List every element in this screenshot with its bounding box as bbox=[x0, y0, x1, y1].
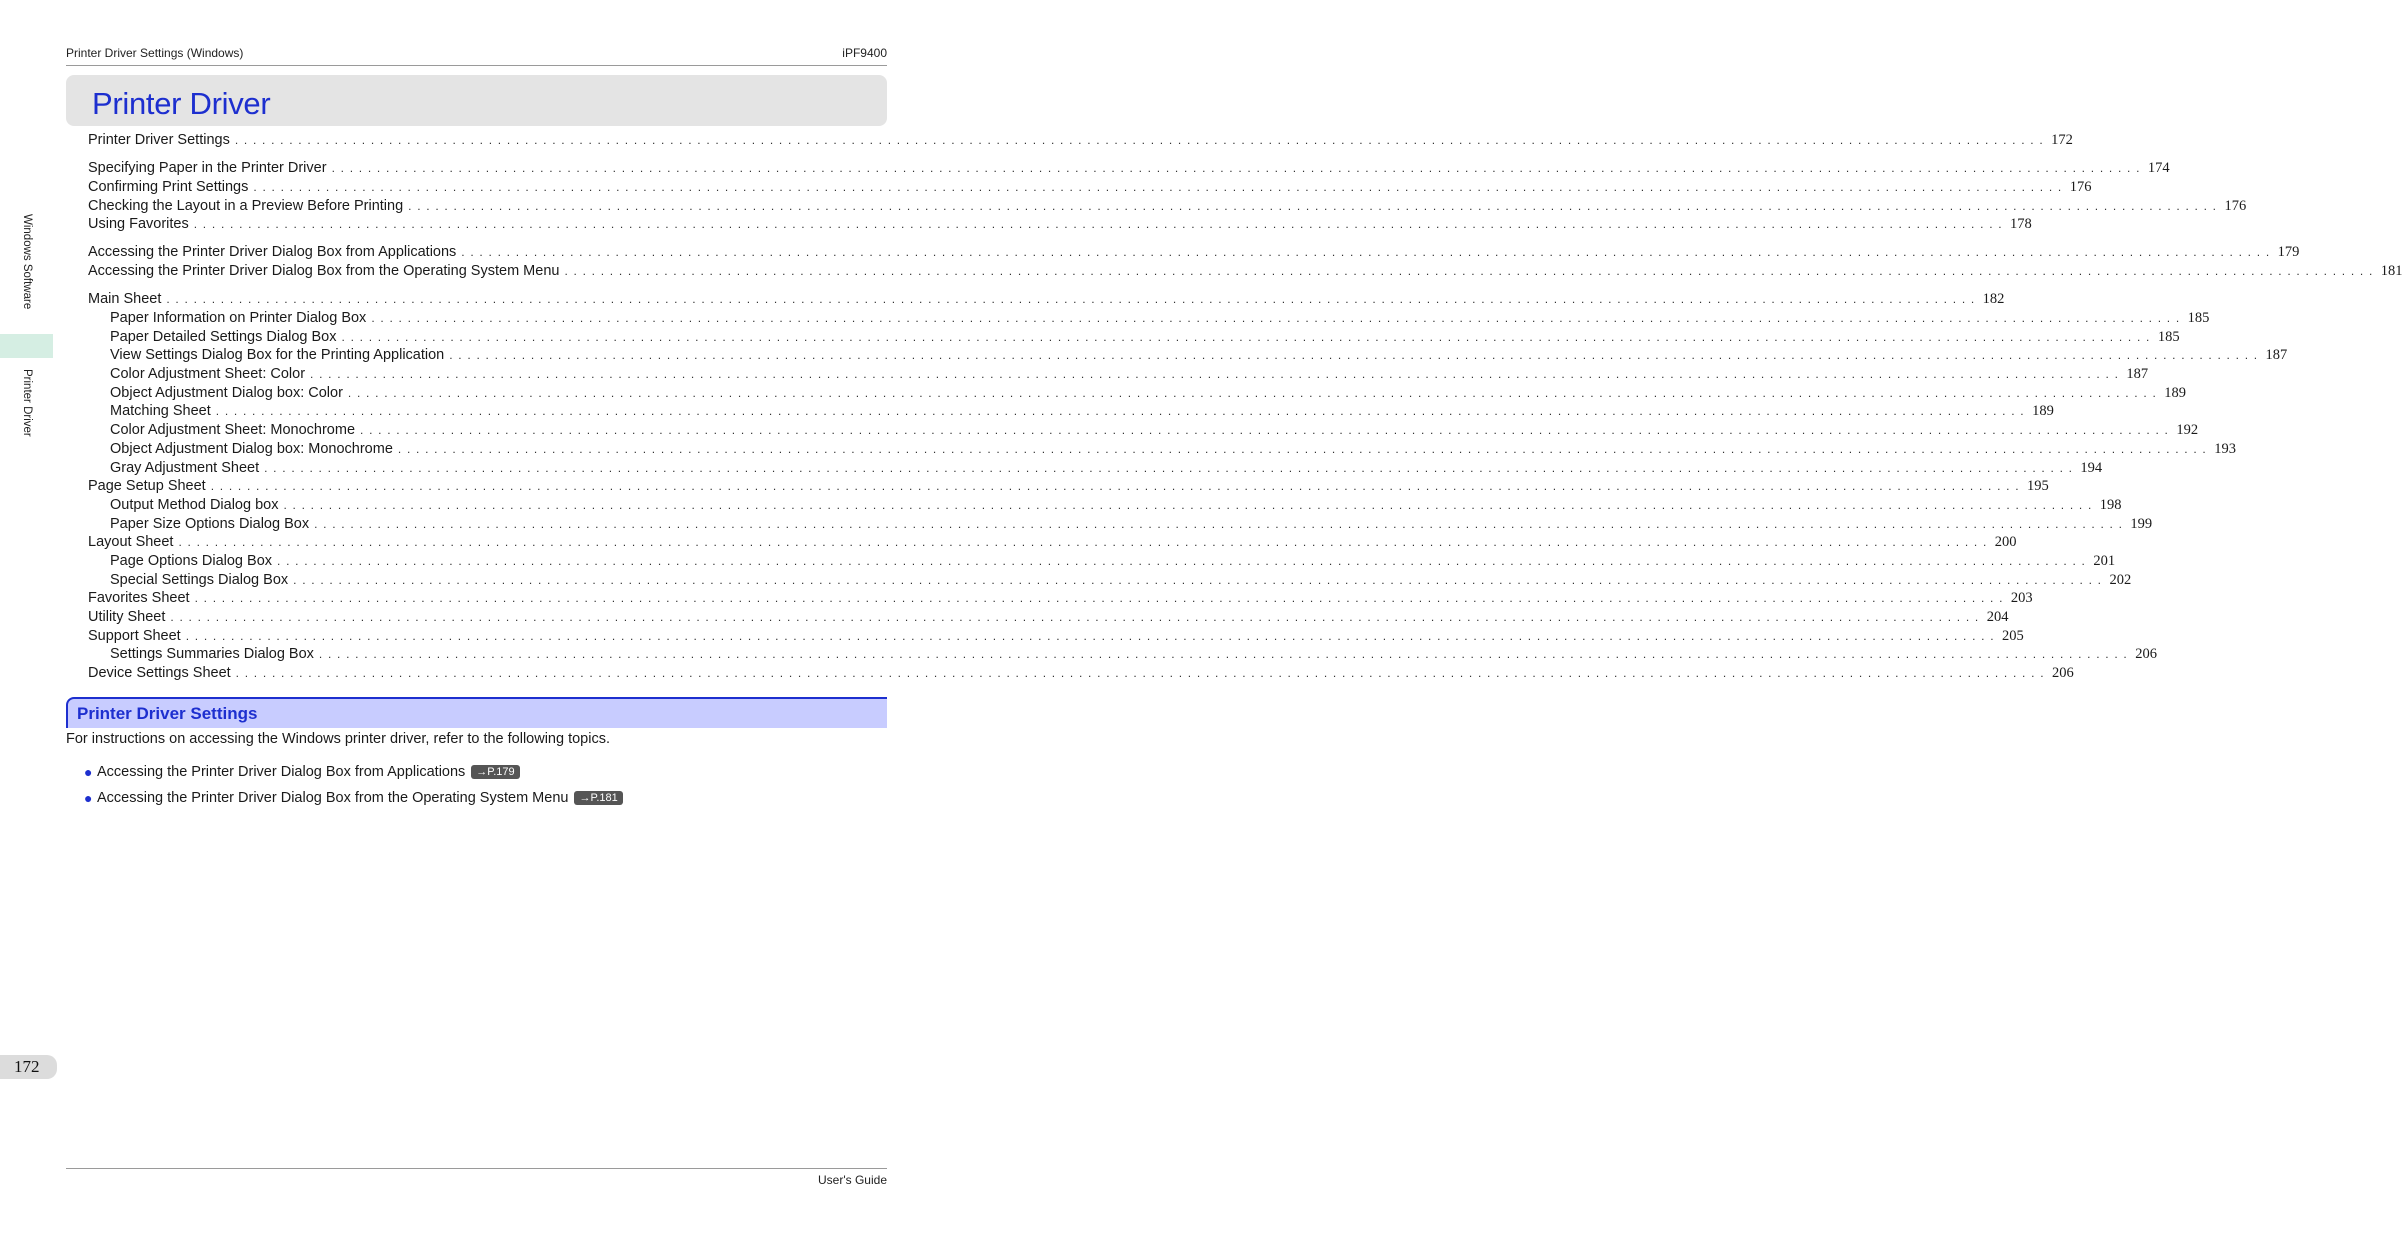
toc-entry-page: 185 bbox=[2187, 310, 2210, 326]
toc-entry-title: Paper Size Options Dialog Box bbox=[110, 515, 310, 532]
toc-entry-page: 176 bbox=[2224, 197, 2247, 214]
toc-entry-title: Color Adjustment Sheet: Monochrome bbox=[110, 422, 356, 439]
toc-leader-dots: . . . . . . . . . . . . . . . . . . . . . . . . . . . . . . . . . . . . . . . . . . . . . . . . . . . . . . . . . . . . . . . . . . . . . . . . . . . . . . . . . . . . . . . . . . . . . . . . . . . . . . . . . . . . . . . . . . . . . . . . . . . . . . . . . . . . . . . . . . . . . . . . . . . . . . . . . . . . . . . . . . . . . . . . . . . . . . . . . . . . . . . . . . . . . . . . . . . . . . . . bbox=[210, 479, 2020, 494]
section-title: Printer Driver Settings bbox=[77, 704, 258, 723]
toc-entry-title: Device Settings Sheet bbox=[88, 665, 231, 682]
toc-leader-dots: . . . . . . . . . . . . . . . . . . . . . . . . . . . . . . . . . . . . . . . . . . . . . . . . . . . . . . . . . . . . . . . . . . . . . . . . . . . . . . . . . . . . . . . . . . . . . . . . . . . . . . . . . . . . . . . . . . . . . . . . . . . . . . . . . . . . . . . . . . . . . . . . . . . . . . . . . . . . . . . . . . . . . . . . . . . . . . . . . . . . . . . . . . . . . . . . . . . . . . . . bbox=[277, 553, 2087, 568]
topic-item bbox=[84, 759, 623, 785]
sidebar-tab-windows-software[interactable]: Windows Software bbox=[21, 214, 33, 310]
toc-entry[interactable] bbox=[88, 552, 2116, 571]
toc-entry-page: 198 bbox=[2099, 496, 2122, 513]
toc-entry-title: Accessing the Printer Driver Dialog Box from the Operating System Menu bbox=[88, 263, 560, 280]
toc-entry-page: 202 bbox=[2109, 571, 2132, 588]
running-header-left: Printer Driver Settings (Windows) bbox=[66, 46, 244, 60]
toc-entry[interactable] bbox=[88, 131, 2073, 150]
toc-entry-page: 193 bbox=[2214, 440, 2236, 457]
topic-text: Accessing the Printer Driver Dialog Box from the Operating System Menu bbox=[97, 790, 569, 806]
toc-leader-dots: . . . . . . . . . . . . . . . . . . . . . . . . . . . . . . . . . . . . . . . . . . . . . . . . . . . . . . . . . . . . . . . . . . . . . . . . . . . . . . . . . . . . . . . . . . . . . . . . . . . . . . . . . . . . . . . . . . . . . . . . . . . . . . . . . . . . . . . . . . . . . . . . . . . . . . . . . . . . . . . . . . . . . . . . . . . . . . . . . . . . . . . . . . . . . . . . . . . . . . . . bbox=[166, 292, 1976, 307]
toc-leader-dots: . . . . . . . . . . . . . . . . . . . . . . . . . . . . . . . . . . . . . . . . . . . . . . . . . . . . . . . . . . . . . . . . . . . . . . . . . . . . . . . . . . . . . . . . . . . . . . . . . . . . . . . . . . . . . . . . . . . . . . . . . . . . . . . . . . . . . . . . . . . . . . . . . . . . . . . . . . . . . . . . . . . . . . . . . . . . . . . . . . . . . . . . . . . . . . . . . . . . . . . . bbox=[264, 460, 2074, 475]
page-reference-link[interactable]: →P.179 bbox=[471, 765, 519, 779]
chapter-title-box bbox=[66, 75, 887, 126]
toc-leader-dots: . . . . . . . . . . . . . . . . . . . . . . . . . . . . . . . . . . . . . . . . . . . . . . . . . . . . . . . . . . . . . . . . . . . . . . . . . . . . . . . . . . . . . . . . . . . . . . . . . . . . . . . . . . . . . . . . . . . . . . . . . . . . . . . . . . . . . . . . . . . . . . . . . . . . . . . . . . . . . . . . . . . . . . . . . . . . . . . . . . . . . . . . . . . . . . . . . . . . . . . . bbox=[194, 591, 2004, 606]
page-number: 172 bbox=[14, 1057, 40, 1076]
toc-entry-title: Paper Detailed Settings Dialog Box bbox=[110, 328, 337, 345]
section-heading-box bbox=[66, 697, 887, 728]
toc-entry-title: Confirming Print Settings bbox=[88, 178, 249, 195]
toc-leader-dots: . . . . . . . . . . . . . . . . . . . . . . . . . . . . . . . . . . . . . . . . . . . . . . . . . . . . . . . . . . . . . . . . . . . . . . . . . . . . . . . . . . . . . . . . . . . . . . . . . . . . . . . . . . . . . . . . . . . . . . . . . . . . . . . . . . . . . . . . . . . . . . . . . . . . . . . . . . . . . . . . . . . . . . . . . . . . . . . . . . . . . . . . . . . . . . . . . . . . . . . . bbox=[293, 572, 2103, 587]
toc-entry-page: 176 bbox=[2069, 178, 2092, 195]
toc-entry-title: Checking the Layout in a Preview Before Printing bbox=[88, 197, 404, 214]
toc-entry[interactable] bbox=[88, 197, 2247, 216]
toc-leader-dots: . . . . . . . . . . . . . . . . . . . . . . . . . . . . . . . . . . . . . . . . . . . . . . . . . . . . . . . . . . . . . . . . . . . . . . . . . . . . . . . . . . . . . . . . . . . . . . . . . . . . . . . . . . . . . . . . . . . . . . . . . . . . . . . . . . . . . . . . . . . . . . . . . . . . . . . . . . . . . . . . . . . . . . . . . . . . . . . . . . . . . . . . . . . . . . . . . . . . . . . . bbox=[347, 385, 2157, 400]
toc-entry[interactable] bbox=[88, 290, 2005, 309]
toc-entry[interactable] bbox=[88, 664, 2074, 683]
toc-entry-title: Layout Sheet bbox=[88, 534, 174, 551]
toc-entry[interactable] bbox=[88, 384, 2186, 403]
toc-entry-page: 181 bbox=[2380, 263, 2403, 280]
section-intro: For instructions on accessing the Windows printer driver, refer to the following topics. bbox=[66, 731, 610, 747]
toc-entry-title: Color Adjustment Sheet: Color bbox=[110, 366, 306, 383]
toc-entry[interactable] bbox=[88, 608, 2009, 627]
toc-entry[interactable] bbox=[88, 571, 2132, 590]
toc-leader-dots: . . . . . . . . . . . . . . . . . . . . . . . . . . . . . . . . . . . . . . . . . . . . . . . . . . . . . . . . . . . . . . . . . . . . . . . . . . . . . . . . . . . . . . . . . . . . . . . . . . . . . . . . . . . . . . . . . . . . . . . . . . . . . . . . . . . . . . . . . . . . . . . . . . . . . . . . . . . . . . . . . . . . . . . . . . . . . . . . . . . . . . . . . . . . . . . . . . . . . . . . bbox=[234, 133, 2044, 147]
toc-leader-dots: . . . . . . . . . . . . . . . . . . . . . . . . . . . . . . . . . . . . . . . . . . . . . . . . . . . . . . . . . . . . . . . . . . . . . . . . . . . . . . . . . . . . . . . . . . . . . . . . . . . . . . . . . . . . . . . . . . . . . . . . . . . . . . . . . . . . . . . . . . . . . . . . . . . . . . . . . . . . . . . . . . . . . . . . . . . . . . . . . . . . . . . . . . . . . . . . . . . . . . . . bbox=[314, 516, 2124, 531]
toc-entry-page: 179 bbox=[2277, 244, 2300, 261]
topic-item bbox=[84, 785, 623, 811]
toc-leader-dots: . . . . . . . . . . . . . . . . . . . . . . . . . . . . . . . . . . . . . . . . . . . . . . . . . . . . . . . . . . . . . . . . . . . . . . . . . . . . . . . . . . . . . . . . . . . . . . . . . . . . . . . . . . . . . . . . . . . . . . . . . . . . . . . . . . . . . . . . . . . . . . . . . . . . . . . . . . . . . . . . . . . . . . . . . . . . . . . . . . . . . . . . . . . . . . . . . . . . . . . . bbox=[235, 666, 2045, 681]
toc-entry[interactable] bbox=[88, 589, 2033, 608]
toc-leader-dots: . . . . . . . . . . . . . . . . . . . . . . . . . . . . . . . . . . . . . . . . . . . . . . . . . . . . . . . . . . . . . . . . . . . . . . . . . . . . . . . . . . . . . . . . . . . . . . . . . . . . . . . . . . . . . . . . . . . . . . . . . . . . . . . . . . . . . . . . . . . . . . . . . . . . . . . . . . . . . . . . . . . . . . . . . . . . . . . . . . . . . . . . . . . . . . . . . . . . . . . . bbox=[408, 198, 2218, 213]
running-footer-right: User's Guide bbox=[818, 1173, 887, 1187]
toc-entry-title: Object Adjustment Dialog box: Color bbox=[110, 384, 343, 401]
toc-entry-page: 172 bbox=[2051, 132, 2073, 148]
toc-leader-dots: . . . . . . . . . . . . . . . . . . . . . . . . . . . . . . . . . . . . . . . . . . . . . . . . . . . . . . . . . . . . . . . . . . . . . . . . . . . . . . . . . . . . . . . . . . . . . . . . . . . . . . . . . . . . . . . . . . . . . . . . . . . . . . . . . . . . . . . . . . . . . . . . . . . . . . . . . . . . . . . . . . . . . . . . . . . . . . . . . . . . . . . . . . . . . . . . . . . . . . . . bbox=[461, 245, 2271, 260]
toc-entry[interactable] bbox=[88, 645, 2157, 664]
toc-entry[interactable] bbox=[88, 309, 2210, 328]
toc-entry-title: Output Method Dialog box bbox=[110, 496, 279, 513]
toc-entry[interactable] bbox=[88, 421, 2199, 440]
toc-entry-page: 185 bbox=[2157, 328, 2180, 345]
toc-leader-dots: . . . . . . . . . . . . . . . . . . . . . . . . . . . . . . . . . . . . . . . . . . . . . . . . . . . . . . . . . . . . . . . . . . . . . . . . . . . . . . . . . . . . . . . . . . . . . . . . . . . . . . . . . . . . . . . . . . . . . . . . . . . . . . . . . . . . . . . . . . . . . . . . . . . . . . . . . . . . . . . . . . . . . . . . . . . . . . . . . . . . . . . . . . . . . . . . . . . . . . . . bbox=[371, 311, 2181, 325]
toc-entry[interactable] bbox=[88, 262, 2403, 281]
toc-entry[interactable] bbox=[88, 515, 2153, 534]
toc-entry[interactable] bbox=[88, 346, 2288, 365]
toc-entry-page: 200 bbox=[1994, 534, 2017, 551]
toc-entry-title: Utility Sheet bbox=[88, 609, 166, 625]
sidebar-active-tab-marker bbox=[0, 334, 53, 358]
page-reference-link[interactable]: →P.181 bbox=[574, 791, 622, 805]
toc-entry-page: 199 bbox=[2130, 515, 2153, 532]
toc-entry-page: 205 bbox=[2002, 627, 2024, 644]
toc-entry-title: Settings Summaries Dialog Box bbox=[110, 646, 314, 663]
toc-leader-dots: . . . . . . . . . . . . . . . . . . . . . . . . . . . . . . . . . . . . . . . . . . . . . . . . . . . . . . . . . . . . . . . . . . . . . . . . . . . . . . . . . . . . . . . . . . . . . . . . . . . . . . . . . . . . . . . . . . . . . . . . . . . . . . . . . . . . . . . . . . . . . . . . . . . . . . . . . . . . . . . . . . . . . . . . . . . . . . . . . . . . . . . . . . . . . . . . . . . . . . . . bbox=[170, 610, 1980, 624]
toc-entry-page: 204 bbox=[1986, 609, 2009, 625]
toc-entry[interactable] bbox=[88, 477, 2049, 496]
toc-leader-dots: . . . . . . . . . . . . . . . . . . . . . . . . . . . . . . . . . . . . . . . . . . . . . . . . . . . . . . . . . . . . . . . . . . . . . . . . . . . . . . . . . . . . . . . . . . . . . . . . . . . . . . . . . . . . . . . . . . . . . . . . . . . . . . . . . . . . . . . . . . . . . . . . . . . . . . . . . . . . . . . . . . . . . . . . . . . . . . . . . . . . . . . . . . . . . . . . . . . . . . . . bbox=[360, 423, 2170, 438]
toc-entry-title: Accessing the Printer Driver Dialog Box from Applications bbox=[88, 244, 457, 261]
toc-entry-page: 182 bbox=[1982, 291, 2005, 308]
toc-leader-dots: . . . . . . . . . . . . . . . . . . . . . . . . . . . . . . . . . . . . . . . . . . . . . . . . . . . . . . . . . . . . . . . . . . . . . . . . . . . . . . . . . . . . . . . . . . . . . . . . . . . . . . . . . . . . . . . . . . . . . . . . . . . . . . . . . . . . . . . . . . . . . . . . . . . . . . . . . . . . . . . . . . . . . . . . . . . . . . . . . . . . . . . . . . . . . . . . . . . . . . . . bbox=[331, 161, 2141, 176]
toc-entry-title: Printer Driver Settings bbox=[88, 132, 230, 148]
toc-leader-dots: . . . . . . . . . . . . . . . . . . . . . . . . . . . . . . . . . . . . . . . . . . . . . . . . . . . . . . . . . . . . . . . . . . . . . . . . . . . . . . . . . . . . . . . . . . . . . . . . . . . . . . . . . . . . . . . . . . . . . . . . . . . . . . . . . . . . . . . . . . . . . . . . . . . . . . . . . . . . . . . . . . . . . . . . . . . . . . . . . . . . . . . . . . . . . . . . . . . . . . . . bbox=[215, 404, 2025, 419]
toc-entry[interactable] bbox=[88, 459, 2103, 478]
toc-entry-title: Page Setup Sheet bbox=[88, 478, 206, 495]
toc-leader-dots: . . . . . . . . . . . . . . . . . . . . . . . . . . . . . . . . . . . . . . . . . . . . . . . . . . . . . . . . . . . . . . . . . . . . . . . . . . . . . . . . . . . . . . . . . . . . . . . . . . . . . . . . . . . . . . . . . . . . . . . . . . . . . . . . . . . . . . . . . . . . . . . . . . . . . . . . . . . . . . . . . . . . . . . . . . . . . . . . . . . . . . . . . . . . . . . . . . . . . . . . bbox=[185, 628, 1995, 643]
toc-entry-title: Using Favorites bbox=[88, 216, 189, 233]
toc-entry-page: 206 bbox=[2135, 646, 2157, 663]
toc-entry-page: 206 bbox=[2051, 665, 2074, 682]
toc-leader-dots: . . . . . . . . . . . . . . . . . . . . . . . . . . . . . . . . . . . . . . . . . . . . . . . . . . . . . . . . . . . . . . . . . . . . . . . . . . . . . . . . . . . . . . . . . . . . . . . . . . . . . . . . . . . . . . . . . . . . . . . . . . . . . . . . . . . . . . . . . . . . . . . . . . . . . . . . . . . . . . . . . . . . . . . . . . . . . . . . . . . . . . . . . . . . . . . . . . . . . . . . bbox=[253, 179, 2063, 194]
toc-leader-dots: . . . . . . . . . . . . . . . . . . . . . . . . . . . . . . . . . . . . . . . . . . . . . . . . . . . . . . . . . . . . . . . . . . . . . . . . . . . . . . . . . . . . . . . . . . . . . . . . . . . . . . . . . . . . . . . . . . . . . . . . . . . . . . . . . . . . . . . . . . . . . . . . . . . . . . . . . . . . . . . . . . . . . . . . . . . . . . . . . . . . . . . . . . . . . . . . . . . . . . . . bbox=[193, 217, 2003, 232]
toc-entry-title: Support Sheet bbox=[88, 627, 181, 644]
toc-entry-page: 203 bbox=[2010, 590, 2033, 607]
toc-entry-page: 189 bbox=[2164, 384, 2186, 401]
toc-entry[interactable] bbox=[88, 159, 2170, 178]
toc-entry-title: Specifying Paper in the Printer Driver bbox=[88, 160, 327, 177]
toc-entry-page: 187 bbox=[2126, 366, 2149, 383]
toc-entry-title: Special Settings Dialog Box bbox=[110, 571, 289, 588]
toc-leader-dots: . . . . . . . . . . . . . . . . . . . . . . . . . . . . . . . . . . . . . . . . . . . . . . . . . . . . . . . . . . . . . . . . . . . . . . . . . . . . . . . . . . . . . . . . . . . . . . . . . . . . . . . . . . . . . . . . . . . . . . . . . . . . . . . . . . . . . . . . . . . . . . . . . . . . . . . . . . . . . . . . . . . . . . . . . . . . . . . . . . . . . . . . . . . . . . . . . . . . . . . . bbox=[310, 367, 2120, 382]
toc-leader-dots: . . . . . . . . . . . . . . . . . . . . . . . . . . . . . . . . . . . . . . . . . . . . . . . . . . . . . . . . . . . . . . . . . . . . . . . . . . . . . . . . . . . . . . . . . . . . . . . . . . . . . . . . . . . . . . . . . . . . . . . . . . . . . . . . . . . . . . . . . . . . . . . . . . . . . . . . . . . . . . . . . . . . . . . . . . . . . . . . . . . . . . . . . . . . . . . . . . . . . . . . bbox=[397, 441, 2207, 456]
toc-entry-page: 189 bbox=[2032, 403, 2054, 420]
toc-entry-page: 195 bbox=[2027, 478, 2049, 495]
toc-entry-title: Matching Sheet bbox=[110, 403, 211, 420]
toc-entry[interactable] bbox=[88, 402, 2054, 421]
running-header-right: iPF9400 bbox=[842, 46, 887, 60]
topic-text: Accessing the Printer Driver Dialog Box from Applications bbox=[97, 764, 466, 780]
sidebar-tab-printer-driver[interactable]: Printer Driver bbox=[21, 369, 33, 437]
toc-leader-dots: . . . . . . . . . . . . . . . . . . . . . . . . . . . . . . . . . . . . . . . . . . . . . . . . . . . . . . . . . . . . . . . . . . . . . . . . . . . . . . . . . . . . . . . . . . . . . . . . . . . . . . . . . . . . . . . . . . . . . . . . . . . . . . . . . . . . . . . . . . . . . . . . . . . . . . . . . . . . . . . . . . . . . . . . . . . . . . . . . . . . . . . . . . . . . . . . . . . . . . . . bbox=[564, 264, 2374, 279]
toc-entry-title: View Settings Dialog Box for the Printing Application bbox=[110, 347, 445, 364]
toc-entry-title: Page Options Dialog Box bbox=[110, 552, 273, 569]
bullet-icon: ● bbox=[84, 764, 93, 780]
toc-leader-dots: . . . . . . . . . . . . . . . . . . . . . . . . . . . . . . . . . . . . . . . . . . . . . . . . . . . . . . . . . . . . . . . . . . . . . . . . . . . . . . . . . . . . . . . . . . . . . . . . . . . . . . . . . . . . . . . . . . . . . . . . . . . . . . . . . . . . . . . . . . . . . . . . . . . . . . . . . . . . . . . . . . . . . . . . . . . . . . . . . . . . . . . . . . . . . . . . . . . . . . . . bbox=[449, 348, 2259, 363]
toc-entry[interactable] bbox=[88, 440, 2236, 459]
toc-entry[interactable] bbox=[88, 243, 2300, 262]
toc-entry[interactable] bbox=[88, 533, 2017, 552]
toc-leader-dots: . . . . . . . . . . . . . . . . . . . . . . . . . . . . . . . . . . . . . . . . . . . . . . . . . . . . . . . . . . . . . . . . . . . . . . . . . . . . . . . . . . . . . . . . . . . . . . . . . . . . . . . . . . . . . . . . . . . . . . . . . . . . . . . . . . . . . . . . . . . . . . . . . . . . . . . . . . . . . . . . . . . . . . . . . . . . . . . . . . . . . . . . . . . . . . . . . . . . . . . . bbox=[341, 329, 2151, 344]
toc-leader-dots: . . . . . . . . . . . . . . . . . . . . . . . . . . . . . . . . . . . . . . . . . . . . . . . . . . . . . . . . . . . . . . . . . . . . . . . . . . . . . . . . . . . . . . . . . . . . . . . . . . . . . . . . . . . . . . . . . . . . . . . . . . . . . . . . . . . . . . . . . . . . . . . . . . . . . . . . . . . . . . . . . . . . . . . . . . . . . . . . . . . . . . . . . . . . . . . . . . . . . . . . bbox=[318, 647, 2128, 662]
toc-entry-title: Paper Information on Printer Dialog Box bbox=[110, 310, 367, 326]
toc-entry-page: 178 bbox=[2010, 216, 2032, 233]
chapter-title: Printer Driver bbox=[92, 86, 271, 121]
topic-list bbox=[84, 759, 623, 811]
toc-entry-title: Object Adjustment Dialog box: Monochrome bbox=[110, 440, 393, 457]
toc-entry-page: 174 bbox=[2147, 160, 2170, 177]
toc-entry[interactable] bbox=[88, 328, 2180, 347]
toc-leader-dots: . . . . . . . . . . . . . . . . . . . . . . . . . . . . . . . . . . . . . . . . . . . . . . . . . . . . . . . . . . . . . . . . . . . . . . . . . . . . . . . . . . . . . . . . . . . . . . . . . . . . . . . . . . . . . . . . . . . . . . . . . . . . . . . . . . . . . . . . . . . . . . . . . . . . . . . . . . . . . . . . . . . . . . . . . . . . . . . . . . . . . . . . . . . . . . . . . . . . . . . . bbox=[178, 535, 1988, 550]
bullet-icon: ● bbox=[84, 790, 93, 806]
toc-entry[interactable] bbox=[88, 496, 2122, 515]
page-number-box bbox=[0, 1055, 57, 1079]
toc-entry-title: Favorites Sheet bbox=[88, 590, 190, 607]
toc-entry[interactable] bbox=[88, 365, 2149, 384]
toc-entry-page: 194 bbox=[2080, 459, 2103, 476]
toc-entry[interactable] bbox=[88, 627, 2024, 646]
toc-entry-page: 192 bbox=[2176, 422, 2199, 439]
toc-entry[interactable] bbox=[88, 178, 2092, 197]
header-rule bbox=[66, 65, 887, 66]
toc-leader-dots: . . . . . . . . . . . . . . . . . . . . . . . . . . . . . . . . . . . . . . . . . . . . . . . . . . . . . . . . . . . . . . . . . . . . . . . . . . . . . . . . . . . . . . . . . . . . . . . . . . . . . . . . . . . . . . . . . . . . . . . . . . . . . . . . . . . . . . . . . . . . . . . . . . . . . . . . . . . . . . . . . . . . . . . . . . . . . . . . . . . . . . . . . . . . . . . . . . . . . . . . bbox=[283, 497, 2093, 512]
toc-entry-title: Gray Adjustment Sheet bbox=[110, 459, 260, 476]
toc-entry[interactable] bbox=[88, 215, 2032, 234]
toc-entry-page: 187 bbox=[2265, 347, 2288, 364]
toc-entry-page: 201 bbox=[2093, 552, 2116, 569]
toc-entry-title: Main Sheet bbox=[88, 291, 162, 308]
table-of-contents bbox=[88, 131, 2403, 683]
footer-rule bbox=[66, 1168, 887, 1169]
